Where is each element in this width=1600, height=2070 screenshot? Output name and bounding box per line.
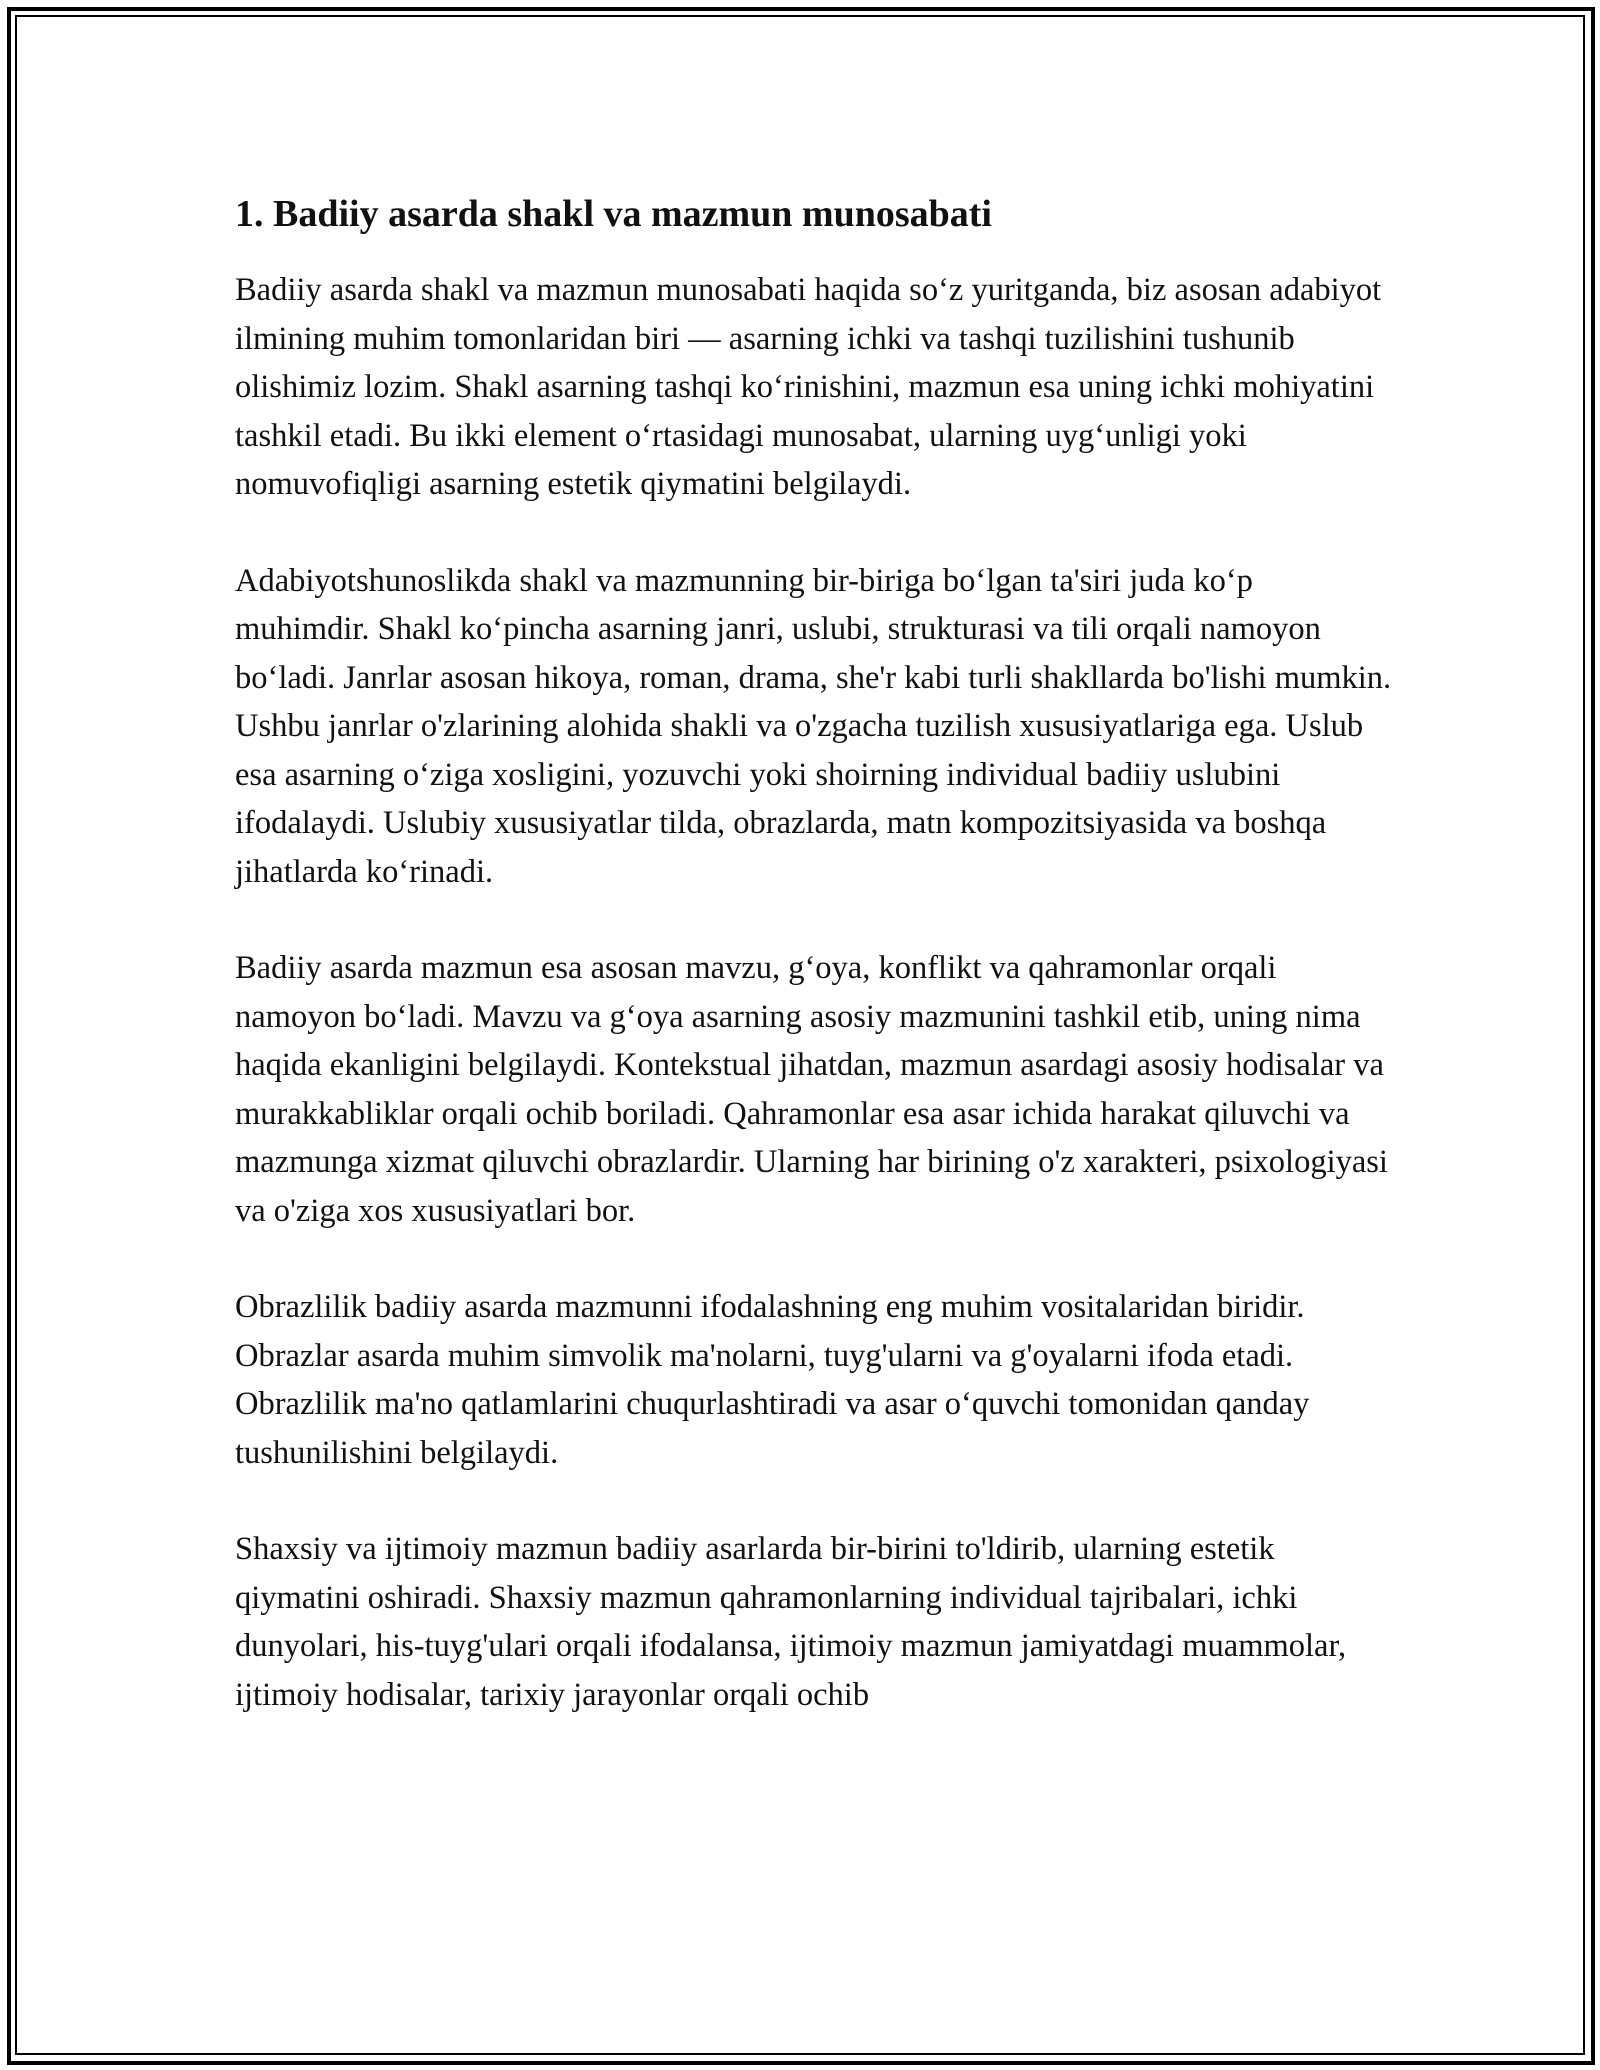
- paragraph-1: Badiiy asarda shakl va mazmun munosabati haqida so‘z yuritganda, biz asosan adabiyot ilmining muhim tomonlaridan biri — asarning ichki va tashqi tuzilishini tushunib olishimiz lozim. Shakl asarning tashqi ko‘rinishini, mazmun esa uning ichki mohiyatini tashkil etadi. Bu ikki element o‘rtasidagi munosabat, ularning uyg‘unligi yoki nomuvofiqligi asarning estetik qiymatini belgilaydi.: [235, 272, 1382, 502]
- section-heading: 1. Badiiy asarda shakl va mazmun munosabati: [235, 193, 992, 235]
- document-body: [235, 186, 1395, 1767]
- paragraph-4: Obrazlilik badiiy asarda mazmunni ifodalashning eng muhim vositalaridan biridir. Obrazlar asarda muhim simvolik ma'nolarni, tuyg'ularni va g'oyalarni ifoda etadi. Obrazlilik ma'no qatlamlarini chuqurlashtiradi va asar o‘quvchi tomonidan qanday tushunilishini belgilaydi.: [235, 1289, 1310, 1471]
- paragraph-2: Adabiyotshunoslikda shakl va mazmunning bir-biriga bo‘lgan ta'siri juda ko‘p muhimdir. Shakl ko‘pincha asarning janri, uslubi, strukturasi va tili orqali namoyon bo‘ladi. Janrlar asosan hikoya, roman, drama, she'r kabi turli shakllarda bo'lishi mumkin. Ushbu janrlar o'zlarining alohida shakli va o'zgacha tuzilish xususiyatlariga ega. Uslub esa asarning o‘ziga xosligini, yozuvchi yoki shoirning individual badiiy uslubini ifodalaydi. Uslubiy xususiyatlar tilda, obrazlarda, matn kompozitsiyasida va boshqa jihatlarda ko‘rinadi.: [235, 562, 1392, 890]
- paragraph-5: Shaxsiy va ijtimoiy mazmun badiiy asarlarda bir-birini to'ldirib, ularning estetik qiymatini oshiradi. Shaxsiy mazmun qahramonlarning individual tajribalari, ichki dunyolari, his-tuyg'ulari orqali ifodalansa, ijtimoiy mazmun jamiyatdagi muammolar, ijtimoiy hodisalar, tarixiy jarayonlar orqali ochib: [235, 1531, 1347, 1713]
- paragraph-3: Badiiy asarda mazmun esa asosan mavzu, g‘oya, konflikt va qahramonlar orqali namoyon bo‘ladi. Mavzu va g‘oya asarning asosiy mazmunini tashkil etib, uning nima haqida ekanligini belgilaydi. Kontekstual jihatdan, mazmun asardagi asosiy hodisalar va murakkabliklar orqali ochib boriladi. Qahramonlar esa asar ichida harakat qiluvchi va mazmunga xizmat qiluvchi obrazlardir. Ularning har birining o'z xarakteri, psixologiyasi va o'ziga xos xususiyatlari bor.: [235, 950, 1388, 1229]
